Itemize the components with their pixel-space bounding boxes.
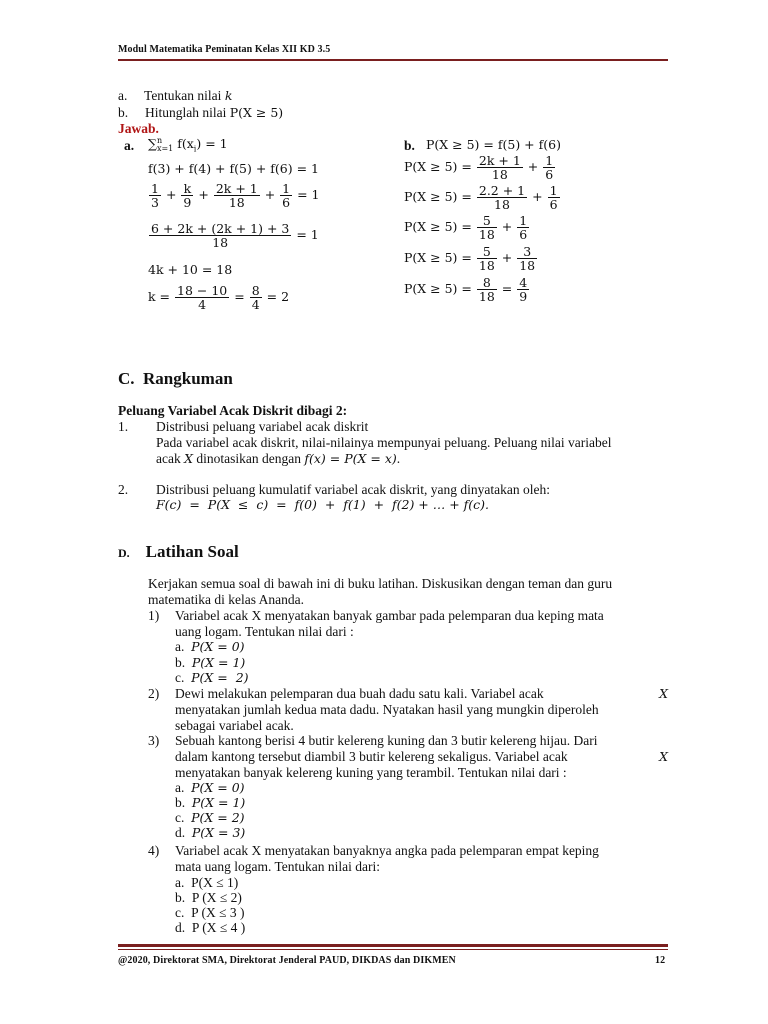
sum-equation: ∑ n x=1 $f(x_i) = 1$	[148, 135, 228, 154]
equation-line-5: 4k + 10 = 18	[148, 262, 233, 277]
exercise-3-option: b. P(X = 1)	[175, 795, 246, 810]
exercise-4-num: 4)	[148, 843, 160, 858]
exercise-3-line-2: dalam kantong tersebut diambil 3 butir kelereng sekaligus. Variabel acak X	[175, 749, 668, 764]
equation-line-6: k = $\frac{18 - 10}{4}$ = $\frac{8}{4}$ = 2	[148, 283, 290, 312]
equation-line-3: $\frac{1}{3}$ + $\frac{k}{9}$ + $\frac{2k + 1}{18}$ + $\frac{1}{6}$ = 1	[151, 181, 320, 210]
exercise-1-line-2: uang logam. Tentukan nilai dari :	[175, 624, 354, 639]
part-b-line-1: P(X ≥ 5) = f(5) + f(6)	[426, 137, 561, 152]
exercise-1-option: b. P(X = 1)	[175, 655, 246, 670]
part-b-row-3: P(X ≥ 5) = $\frac{5}{18}$ + $\frac{1}{6}$	[404, 213, 528, 242]
exercise-4-option: c. P (X ≤ 3 )	[175, 905, 245, 920]
exercise-4-line-1: Variabel acak X menyatakan banyaknya angka pada pelemparan empat keping	[175, 843, 599, 858]
part-b-row-5: P(X ≥ 5) = $\frac{8}{18}$ = $\frac{4}{9}$	[404, 275, 528, 304]
exercise-3-line-3: menyatakan banyak kelereng kuning yang terambil. Tentukan nilai dari :	[175, 765, 567, 780]
equation-line-2: f(3) + f(4) + f(5) + f(6) = 1	[148, 161, 319, 176]
exercise-4-line-2: mata uang logam. Tentukan nilai dari:	[175, 859, 380, 874]
section-c-item-1-num: 1.	[118, 419, 129, 434]
part-b-row-1: P(X ≥ 5) = $\frac{2k + 1}{18}$ + $\frac{1}{6}$	[404, 153, 554, 182]
footer-rule-top	[118, 944, 668, 947]
running-header: Modul Matematika Peminatan Kelas XII KD 3.5	[118, 44, 331, 55]
page-number: 12	[655, 955, 666, 966]
section-c-item-2-title: Distribusi peluang kumulatif variabel acak diskrit, yang dinyatakan oleh:	[156, 482, 551, 497]
exercise-3-option: a. P(X = 0)	[175, 780, 245, 795]
exercise-4-option: b. P (X ≤ 2)	[175, 890, 242, 905]
exercise-1-option: a. P(X = 0)	[175, 639, 245, 654]
question-b: b. Hitunglah nilai P(X ≥ 5)	[118, 105, 284, 120]
header-rule	[118, 59, 668, 61]
footer-rule-bottom	[118, 949, 668, 950]
exercise-1-line-1: Variabel acak X menyatakan banyak gambar pada pelemparan dua keping mata	[175, 608, 604, 623]
cumulative-formula: F(c) = P(X ≤ c) = f(0) + f(1) + f(2) + … + f(c).	[156, 497, 490, 512]
exercise-1-option: c. P(X = 2)	[175, 670, 249, 685]
section-c-item-1-body-1: Pada variabel acak diskrit, nilai-nilainya mempunyai peluang. Peluang nilai variabel	[156, 435, 612, 450]
exercise-2-line-1: Dewi melakukan pelemparan dua buah dadu satu kali. Variabel acak X	[175, 686, 668, 701]
jawab-label: Jawab.	[118, 121, 159, 136]
exercise-3-option: c. P(X = 2)	[175, 810, 245, 825]
part-b-row-4: P(X ≥ 5) = $\frac{5}{18}$ + $\frac{3}{18}$	[404, 244, 536, 273]
section-c-item-2-num: 2.	[118, 482, 129, 497]
exercise-3-option: d. P(X = 3)	[175, 825, 246, 840]
exercise-4-option: d. P (X ≤ 4 )	[175, 920, 246, 935]
exercise-3-line-1: Sebuah kantong berisi 4 butir kelereng kuning dan 3 butir kelereng hijau. Dari	[175, 733, 598, 748]
exercise-2-line-3: sebagai variabel acak.	[175, 718, 294, 733]
exercise-2-num: 2)	[148, 686, 160, 701]
section-d-heading: D. Latihan Soal	[118, 542, 239, 561]
equation-line-4: $\frac{6 + 2k + (2k + 1) + 3}{18}$ = 1	[151, 221, 319, 250]
section-c-intro: Peluang Variabel Acak Diskrit dibagi 2:	[118, 403, 348, 418]
section-c-item-1-body-2: acak X dinotasikan dengan f(x) = P(X = x).	[156, 451, 401, 466]
exercise-4-option: a. P(X ≤ 1)	[175, 875, 239, 890]
part-b-row-2: P(X ≥ 5) = $\frac{2.2 + 1}{18}$ + $\frac{1}{6}$	[404, 183, 558, 212]
exercise-3-num: 3)	[148, 733, 160, 748]
section-c-item-1-title: Distribusi peluang variabel acak diskrit	[156, 419, 369, 434]
section-d-intro-1: Kerjakan semua soal di bawah ini di buku latihan. Diskusikan dengan teman dan guru	[148, 576, 613, 591]
section-d-intro-2: matematika di kelas Ananda.	[148, 592, 304, 607]
part-a-label: a.	[124, 138, 135, 153]
exercise-2-line-2: menyatakan jumlah kedua mata dadu. Nyatakan hasil yang mungkin diperoleh	[175, 702, 599, 717]
footer-text: @2020, Direktorat SMA, Direktorat Jenderal PAUD, DIKDAS dan DIKMEN	[118, 955, 456, 966]
question-a: a. Tentukan nilai k	[118, 88, 233, 103]
exercise-1-num: 1)	[148, 608, 160, 623]
section-c-heading: C. Rangkuman	[118, 369, 233, 388]
part-b-label: b.	[404, 138, 415, 153]
